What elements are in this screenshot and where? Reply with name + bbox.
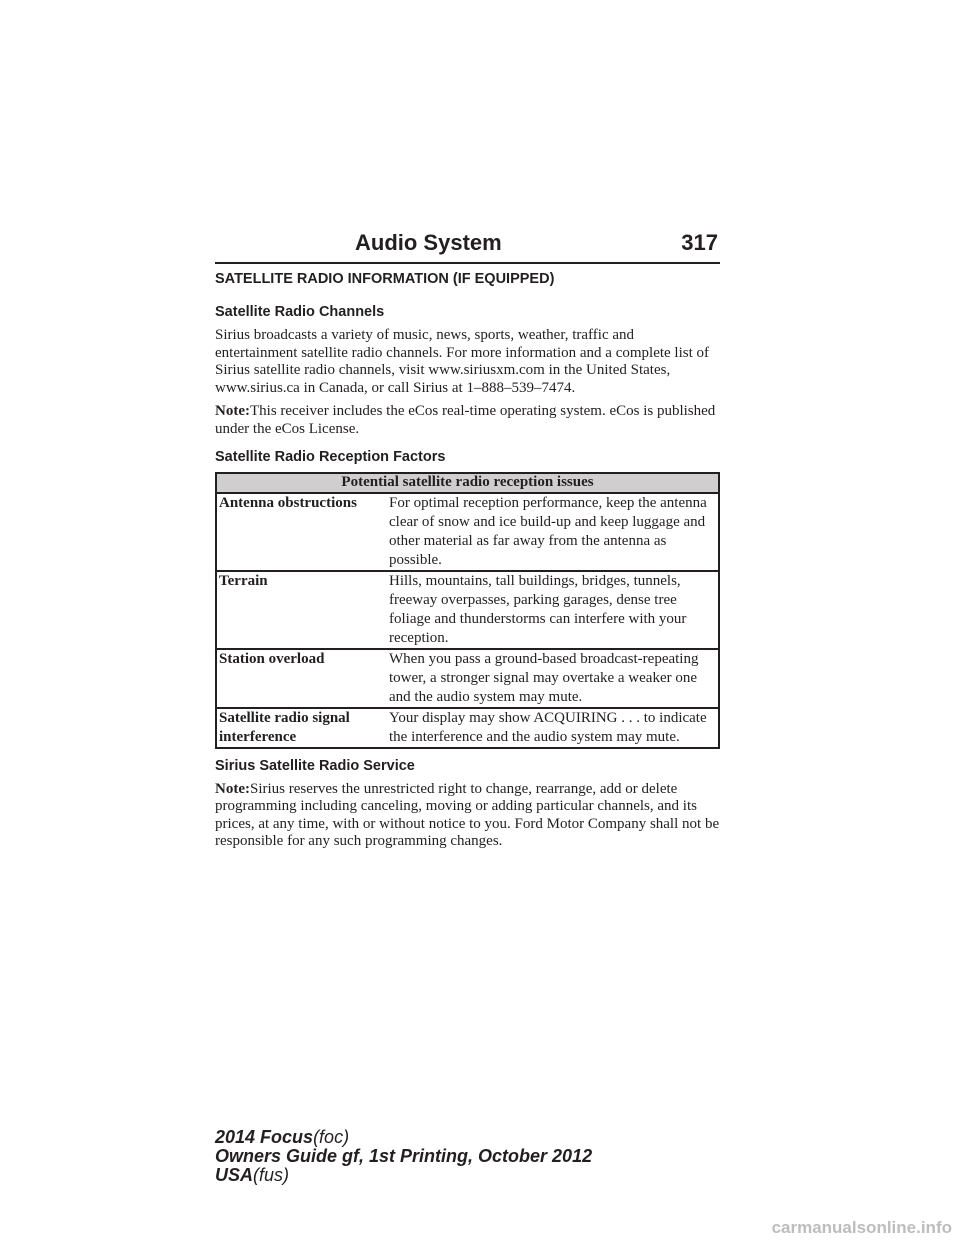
table-row xyxy=(216,649,719,708)
reception-issues-table xyxy=(215,472,720,749)
document-footer xyxy=(215,1128,592,1185)
main-heading: SATELLITE RADIO INFORMATION (IF EQUIPPED) xyxy=(215,271,555,287)
service-note xyxy=(215,781,720,851)
description-cell: Your display may show ACQUIRING . . . to indicate the interference and the audio system may mute. xyxy=(387,708,719,748)
note-text: Sirius reserves the unrestricted right to change, rearrange, add or delete programming including canceling, moving or adding particular channels, and its prices, at any time, with or without notice to you. Ford Motor Company shall not be responsible for any such programming changes. xyxy=(215,780,720,850)
table-header: Potential satellite radio reception issues xyxy=(216,473,719,493)
reception-heading: Satellite Radio Reception Factors xyxy=(215,448,446,465)
page-header xyxy=(215,228,720,264)
channels-heading: Satellite Radio Channels xyxy=(215,304,385,320)
note-label: Note: xyxy=(215,403,250,420)
issue-cell: Station overload xyxy=(216,649,387,708)
watermark: carmanualsonline.info xyxy=(771,1218,952,1237)
table-row xyxy=(216,493,719,571)
issue-cell: Terrain xyxy=(216,571,387,649)
footer-model-code: (foc) xyxy=(313,1127,350,1147)
description-cell: When you pass a ground-based broadcast-repeating tower, a stronger signal may overtake a weaker one and the audio system may mute. xyxy=(387,649,719,708)
service-heading: Sirius Satellite Radio Service xyxy=(215,757,415,774)
footer-printing: Owners Guide gf, 1st Printing, October 2012 xyxy=(215,1146,593,1166)
issue-cell: Satellite radio signal interference xyxy=(216,708,387,748)
footer-market: USA xyxy=(215,1165,254,1185)
table-row xyxy=(216,708,719,748)
issue-cell: Antenna obstructions xyxy=(216,493,387,571)
channels-note xyxy=(215,403,720,438)
section-title: Audio System xyxy=(355,230,502,255)
description-cell: Hills, mountains, tall buildings, bridges, tunnels, freeway overpasses, parking garages, dense tree foliage and thunderstorms can interfere with your reception. xyxy=(387,571,719,649)
channels-paragraph: Sirius broadcasts a variety of music, news, sports, weather, traffic and entertainment satellite radio channels. For more information and a complete list of Sirius satellite radio channels, visit www.siriusxm.com in the United States, www.sirius.ca in Canada, or call Sirius at 1–888–539–7474. xyxy=(215,327,710,396)
footer-model: 2014 Focus xyxy=(215,1127,314,1147)
note-label: Note: xyxy=(215,780,250,797)
note-text: This receiver includes the eCos real-time operating system. eCos is published under the eCos License. xyxy=(215,403,716,437)
description-cell: For optimal reception performance, keep the antenna clear of snow and ice build-up and keep luggage and other material as far away from the antenna as possible. xyxy=(387,493,719,571)
page-number: 317 xyxy=(681,230,718,255)
page-content xyxy=(215,270,720,857)
table-row xyxy=(216,571,719,649)
footer-market-code: (fus) xyxy=(253,1165,290,1185)
